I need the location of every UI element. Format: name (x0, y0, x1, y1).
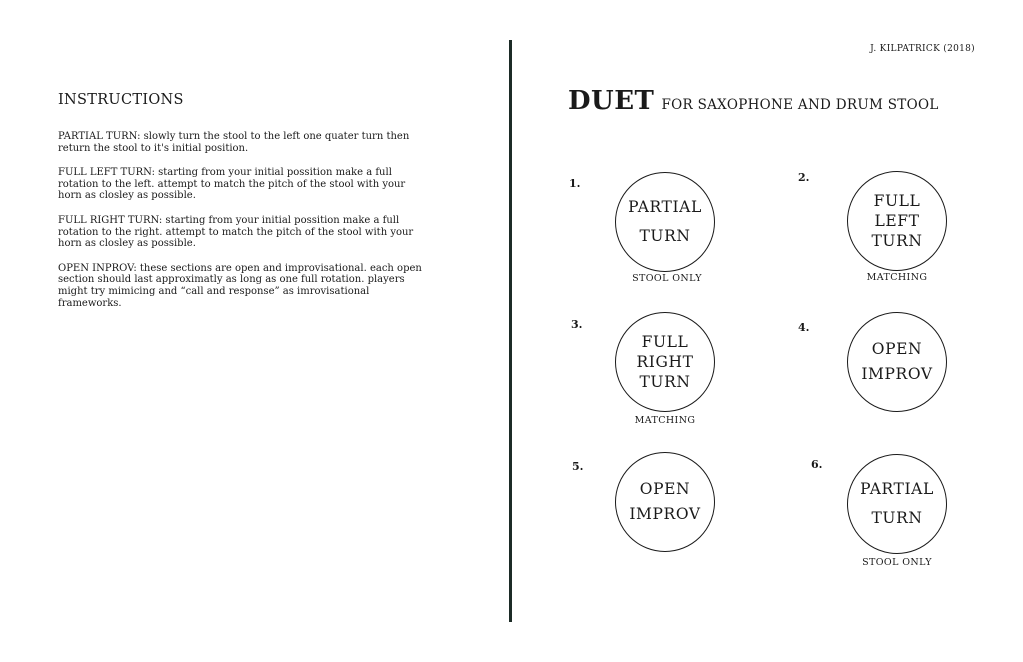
instructions-heading: INSTRUCTIONS (58, 92, 184, 108)
title-main: DUET (568, 86, 655, 116)
section-2-circle (847, 171, 947, 271)
instruction-partial-turn: PARTIAL TURN: slowly turn the stool to the left one quater turn then return the stool to it's initial position. (58, 131, 410, 154)
composer-credit: J. KILPATRICK (2018) (870, 44, 975, 54)
instructions-body (58, 131, 428, 322)
section-6-number: 6. (811, 458, 823, 471)
instruction-open-improv: OPEN INPROV: these sections are open and improvisational. each open section should last approximatly as long as one full rotation. players might try mimicing and “call and response” as imrovisational frameworks. (58, 262, 422, 309)
section-2-line-1: FULL (873, 192, 921, 210)
section-5-number: 5. (572, 460, 584, 473)
page-title (568, 86, 939, 116)
section-5-line-2: IMPROV (629, 505, 701, 523)
section-5-circle (615, 452, 715, 552)
instruction-full-right-turn: FULL RIGHT TURN: starting from your initial possition make a full rotation to the right. attempt to match the pitch of the stool with your horn as closley as possible. (58, 214, 414, 250)
section-3-circle (615, 312, 715, 412)
section-6-circle (847, 454, 947, 554)
section-6-line-2: TURN (871, 509, 923, 527)
instruction-full-left-turn: FULL LEFT TURN: starting from your initial possition make a full rotation to the left. attempt to match the pitch of the stool with your horn as closley as possible. (58, 167, 406, 202)
section-1-circle (615, 172, 715, 272)
section-3-line-1: FULL (641, 333, 689, 351)
section-1-line-2: TURN (639, 227, 691, 245)
section-6-caption: STOOL ONLY (862, 557, 932, 568)
section-1-line-1: PARTIAL (628, 198, 702, 216)
title-subtitle: FOR SAXOPHONE AND DRUM STOOL (661, 97, 939, 113)
section-4-line-1: OPEN (871, 340, 923, 358)
page-divider (509, 40, 512, 622)
section-4-number: 4. (798, 321, 810, 334)
section-2-line-2: LEFT (874, 212, 920, 230)
section-4-circle (847, 312, 947, 412)
section-5-line-1: OPEN (639, 480, 691, 498)
section-6-line-1: PARTIAL (860, 480, 934, 498)
section-1-caption: STOOL ONLY (632, 273, 702, 284)
section-3-line-2: RIGHT (636, 353, 694, 371)
section-2-caption: MATCHING (866, 272, 928, 283)
section-3-number: 3. (571, 318, 583, 331)
section-3-caption: MATCHING (634, 415, 696, 426)
section-3-line-3: TURN (639, 373, 691, 391)
section-2-number: 2. (798, 171, 810, 184)
section-1-number: 1. (569, 177, 581, 190)
section-2-line-3: TURN (871, 232, 923, 250)
section-4-line-2: IMPROV (861, 365, 933, 383)
